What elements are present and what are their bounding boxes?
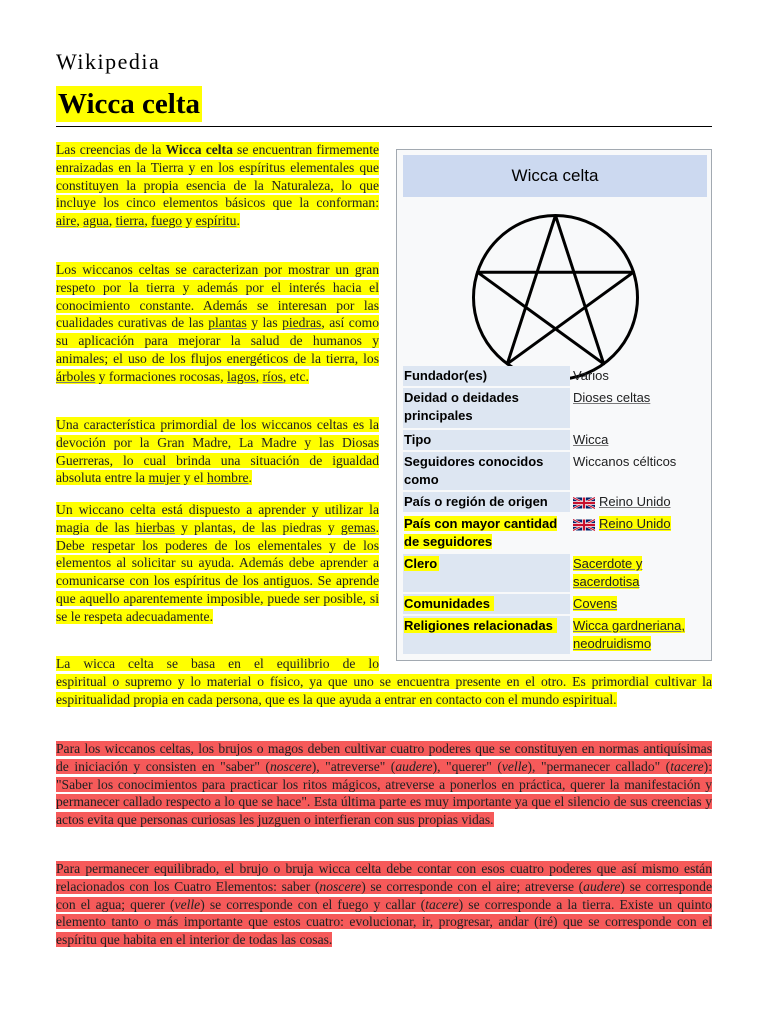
infobox-row-origen	[403, 492, 707, 512]
infobox-label: Clero	[403, 554, 570, 592]
infobox-label: Comunidades	[403, 594, 570, 614]
paragraph-equilibrio-line1: La wicca celta se basa en el equilibrio de lo	[56, 656, 379, 671]
link-neodruidismo[interactable]: neodruidismo	[573, 636, 652, 651]
paragraph-elementos: Para permanecer equilibrado, el brujo o bruja wicca celta debe contar con esos cuatro poderes que así mismo están relacionados con los Cuatro Elementos: saber (noscere) se corresponde con el aire; atreverse (audere) se corresponde con el agua; querer (velle) se corresponde con el fuego y callar (tacere) se corresponde a la tierra. Existe un quinto elemento tanto o más importante que estos cuatro: evolucionar, ir, progresar, andar (iré) que se corresponde con el espíritu que habita en el interior de todas las cosas.	[56, 861, 712, 948]
link-sacerdote[interactable]: Sacerdote y sacerdotisa	[573, 556, 643, 589]
link-fuego[interactable]: fuego	[151, 213, 183, 229]
title-divider	[56, 126, 712, 127]
link-mujer[interactable]: mujer	[148, 470, 181, 486]
infobox-label: Seguidores conocidos como	[403, 452, 570, 490]
link-wicca[interactable]: Wicca	[573, 432, 609, 447]
uk-flag-icon	[573, 519, 595, 531]
uk-flag-icon	[573, 497, 595, 509]
link-gemas[interactable]: gemas	[340, 519, 376, 535]
paragraph-equilibrio: espiritual o supremo y lo material o físico, ya que uno se encuentra presente en el otro. Es primordial cultivar la espiritualidad propia en cada persona, que es la que ayuda a entrar en contacto con el mundo espiritual.	[56, 674, 712, 707]
pentacle-icon[interactable]	[468, 210, 643, 385]
paragraph-intro: Las creencias de la Wicca celta se encuentran firmemente enraizadas en la Tierra y en los espíritus elementales que constituyen la propia esencia de la Naturaleza, lo que incluye los cinco elementos básicos que la conforman: aire, agua, tierra, fuego y espíritu.	[56, 142, 380, 229]
page-title: Wicca celta	[58, 88, 200, 120]
link-lagos[interactable]: lagos	[227, 368, 256, 384]
infobox-label: Deidad o deidades principales	[403, 388, 570, 428]
infobox-value	[573, 492, 707, 511]
infobox-value	[573, 594, 707, 613]
paragraph-respeto: Los wiccanos celtas se caracterizan por mostrar un gran respeto por la tierra y además por el interés hacia el conocimiento constante. Además se interesan por las cualidades curativas de las plantas y las piedras, así como su aplicación para mejorar la salud de humanos y animales; el uso de los flujos energéticos de la tierra, los árboles y formaciones rocosas, lagos, ríos, etc.	[56, 262, 379, 384]
infobox-value	[573, 514, 707, 533]
infobox-row-fundador	[403, 366, 707, 386]
link-tierra[interactable]: tierra	[115, 213, 145, 229]
link-aire[interactable]: aire	[56, 213, 77, 229]
infobox	[396, 149, 712, 661]
link-hierbas[interactable]: hierbas	[135, 519, 175, 535]
infobox-label: Tipo	[403, 430, 570, 450]
infobox-row-seguidores	[403, 452, 707, 490]
link-wicca-gardneriana[interactable]: Wicca gardneriana,	[573, 618, 685, 633]
infobox-row-clero	[403, 554, 707, 592]
infobox-value	[573, 616, 707, 653]
link-dioses-celtas[interactable]: Dioses celtas	[573, 390, 651, 405]
infobox-value	[573, 554, 707, 591]
infobox-row-comunidades	[403, 594, 707, 614]
infobox-label: País o región de origen	[403, 492, 570, 512]
infobox-row-mayor-cantidad	[403, 514, 707, 552]
infobox-title: Wicca celta	[403, 155, 707, 197]
infobox-value	[573, 430, 707, 449]
link-agua[interactable]: agua	[83, 213, 109, 229]
infobox-row-religiones	[403, 616, 707, 654]
link-reino-unido-2[interactable]: Reino Unido	[599, 516, 671, 531]
link-covens[interactable]: Covens	[573, 596, 618, 611]
wikipedia-logo[interactable]: Wikipedia	[56, 49, 161, 74]
infobox-value	[573, 388, 707, 407]
link-reino-unido[interactable]: Reino Unido	[599, 494, 671, 509]
infobox-row-deidad	[403, 388, 707, 428]
link-rios[interactable]: ríos	[262, 368, 283, 384]
infobox-label: Religiones relacionadas	[403, 616, 570, 654]
infobox-value: Varios	[573, 368, 609, 383]
infobox-row-tipo	[403, 430, 707, 450]
link-plantas[interactable]: plantas	[208, 315, 247, 331]
link-arboles[interactable]: árboles	[56, 368, 96, 384]
infobox-label: País con mayor cantidad de seguidores	[404, 516, 558, 549]
link-hombre[interactable]: hombre	[207, 470, 249, 486]
link-espiritu[interactable]: espíritu	[195, 213, 237, 229]
paragraph-devocion: Una característica primordial de los wiccanos celtas es la devoción por la Gran Madre, La Madre y las Diosas Guerreras, lo cual brinda una situación de igualdad absoluta entre la mujer y el hombre.	[56, 417, 379, 486]
paragraph-poderes: Para los wiccanos celtas, los brujos o magos deben cultivar cuatro poderes que se constituyen en normas antiquísimas de iniciación y consisten en "saber" (noscere), "atreverse" (audere), "querer" (velle), "permanecer callado" (tacere): "Saber los conocimientos para practicar los ritos mágicos, atreverse a ponerlos en práctica, querer la manifestación y permanecer callado respecto a lo que se hace". Esta última parte es muy importante ya que el silencio de sus creencias y actos evita que personas curiosas les juzguen o interfieran con sus propias vidas.	[56, 741, 712, 828]
infobox-label: Fundador(es)	[403, 366, 570, 386]
infobox-value: Wiccanos célticos	[573, 454, 677, 469]
link-piedras[interactable]: piedras	[282, 315, 322, 331]
paragraph-magia: Un wiccano celta está dispuesto a aprender y utilizar la magia de las hierbas y plantas, de las piedras y gemas. Debe respetar los poderes de los elementales y de los elementos al solicitar su ayuda. Además debe aprender a comunicarse con los espíritus de los antiguos. Se aprende que aquello aparentemente imposible, puede ser posible, si se le respeta adecuadamente.	[56, 502, 379, 624]
